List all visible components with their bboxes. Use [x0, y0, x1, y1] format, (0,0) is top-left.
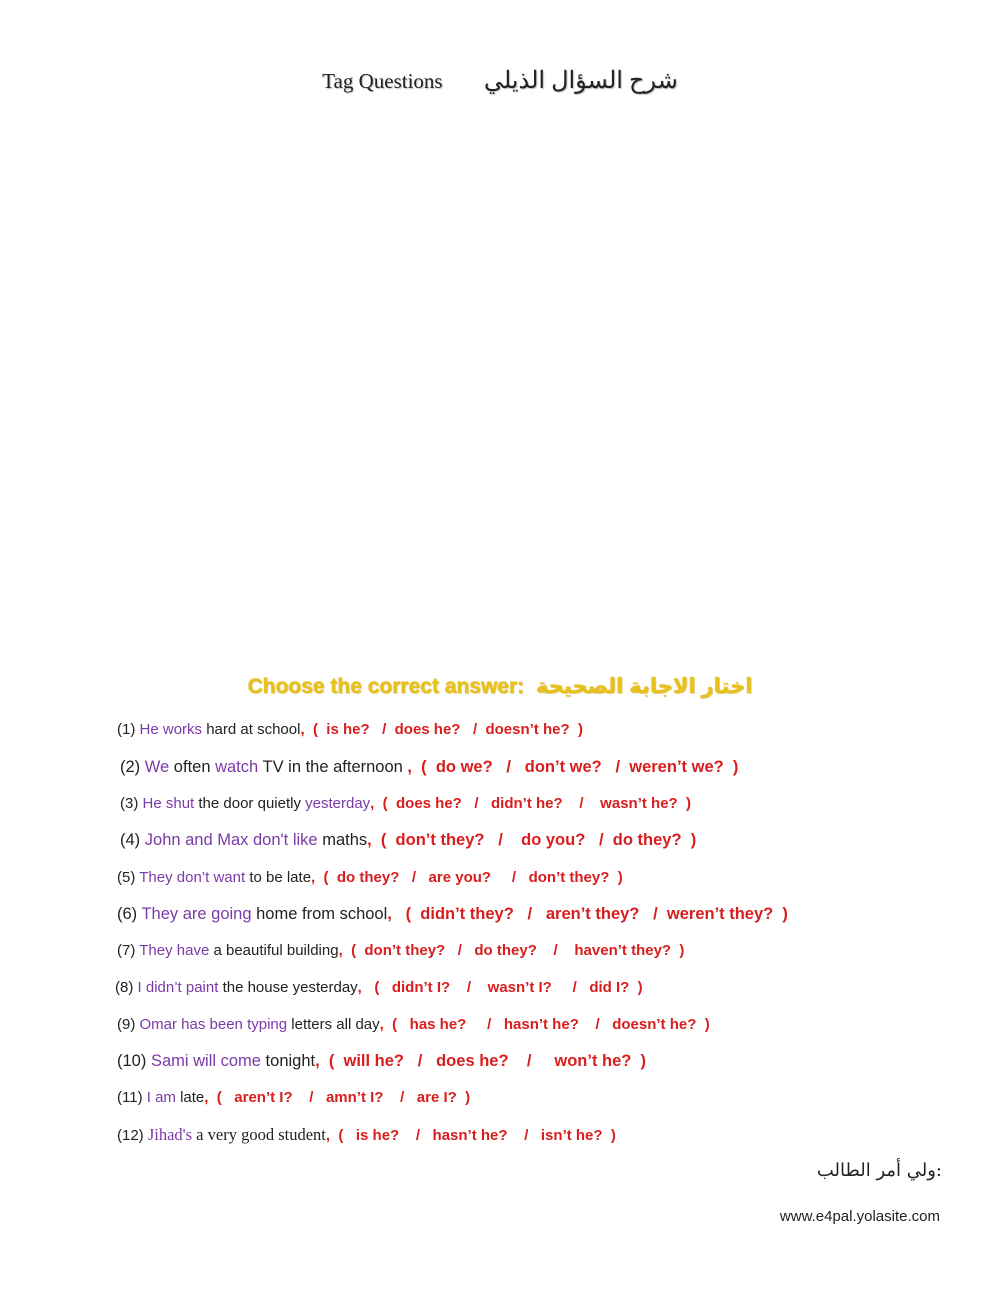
- question-11: [117, 1089, 470, 1106]
- question-number: (6): [117, 905, 138, 923]
- question-12: [117, 1125, 616, 1145]
- question-phrase: Jihad's: [147, 1125, 193, 1144]
- answer-options[interactable]: , ( didn’t I? / wasn’t I? / did I? ): [357, 979, 643, 996]
- question-number: (7): [117, 942, 136, 959]
- question-phrase: They are going: [141, 905, 252, 923]
- question-number: (8): [115, 979, 134, 996]
- answer-options[interactable]: , ( has he? / hasn’t he? / doesn’t he? ): [379, 1016, 710, 1033]
- question-text: the house yesterday: [218, 979, 358, 996]
- question-number: (2): [120, 758, 141, 776]
- answer-options[interactable]: , ( do we? / don’t we? / weren’t we? ): [407, 758, 739, 776]
- title-english: Tag Questions: [322, 69, 443, 93]
- parent-signature-label: ولي أمر الطالب:: [816, 1160, 942, 1181]
- question-phrase: They have: [139, 942, 210, 959]
- website-url[interactable]: www.e4pal.yolasite.com: [779, 1208, 940, 1225]
- question-number: (3): [120, 795, 139, 812]
- question-text: to be late: [245, 869, 312, 886]
- instruction: [0, 674, 1000, 699]
- question-7: [117, 942, 684, 959]
- question-text: letters all day: [287, 1016, 380, 1033]
- question-number: (12): [117, 1127, 144, 1144]
- answer-options[interactable]: , ( does he? / didn’t he? / wasn’t he? ): [370, 795, 692, 812]
- question-phrase-2: yesterday: [305, 795, 371, 812]
- question-phrase: We: [144, 758, 170, 776]
- answer-options[interactable]: , ( aren’t I? / amn’t I? / are I? ): [204, 1089, 471, 1106]
- answer-options[interactable]: , ( didn’t they? / aren’t they? / weren’t they? ): [387, 905, 788, 923]
- instruction-arabic: اختار الاجابة الصحيحة: [536, 675, 753, 698]
- answer-options[interactable]: , ( don’t they? / do you? / do they? ): [367, 831, 697, 849]
- answer-options[interactable]: , ( will he? / does he? / won’t he? ): [315, 1052, 647, 1070]
- question-phrase: They don’t want: [139, 869, 246, 886]
- answer-options[interactable]: , ( is he? / does he? / doesn’t he? ): [300, 721, 583, 738]
- question-number: (10): [117, 1052, 147, 1070]
- question-text: often: [169, 758, 216, 776]
- page-title: [0, 66, 1000, 95]
- question-4: [120, 831, 696, 850]
- question-text: tonight: [260, 1052, 316, 1070]
- question-phrase: John and Max don't like: [144, 831, 318, 849]
- question-3: [120, 795, 691, 812]
- question-text-2: TV in the afternoon: [258, 758, 408, 776]
- question-9: [117, 1016, 710, 1033]
- question-5: [117, 869, 623, 886]
- question-phrase: Sami will come: [150, 1052, 261, 1070]
- question-phrase: He shut: [142, 795, 195, 812]
- question-text: a very good student: [192, 1125, 326, 1144]
- question-text: late: [175, 1089, 205, 1106]
- question-number: (5): [117, 869, 136, 886]
- question-phrase: Omar has been typing: [139, 1016, 288, 1033]
- question-text: home from school: [251, 905, 388, 923]
- title-arabic: شرح السؤال الذيلي: [483, 68, 678, 94]
- question-phrase: I am: [146, 1089, 176, 1106]
- question-6: [117, 905, 788, 924]
- question-phrase-2: watch: [215, 758, 259, 776]
- instruction-english: Choose the correct answer:: [247, 675, 525, 698]
- question-text: hard at school: [202, 721, 301, 738]
- question-2: [120, 758, 738, 777]
- question-10: [117, 1052, 646, 1071]
- question-8: [115, 979, 643, 996]
- question-phrase: I didn’t paint: [137, 979, 219, 996]
- answer-options[interactable]: , ( don’t they? / do they? / haven’t they? ): [338, 942, 685, 959]
- question-number: (4): [120, 831, 141, 849]
- question-number: (11): [117, 1089, 143, 1106]
- question-phrase: He works: [139, 721, 203, 738]
- question-text: maths: [317, 831, 368, 849]
- answer-options[interactable]: , ( do they? / are you? / don’t they? ): [311, 869, 623, 886]
- answer-options[interactable]: , ( is he? / hasn’t he? / isn’t he? ): [325, 1127, 616, 1144]
- question-number: (9): [117, 1016, 136, 1033]
- question-text: a beautiful building: [209, 942, 339, 959]
- question-1: [117, 721, 583, 738]
- question-number: (1): [117, 721, 136, 738]
- question-text: the door quietly: [194, 795, 306, 812]
